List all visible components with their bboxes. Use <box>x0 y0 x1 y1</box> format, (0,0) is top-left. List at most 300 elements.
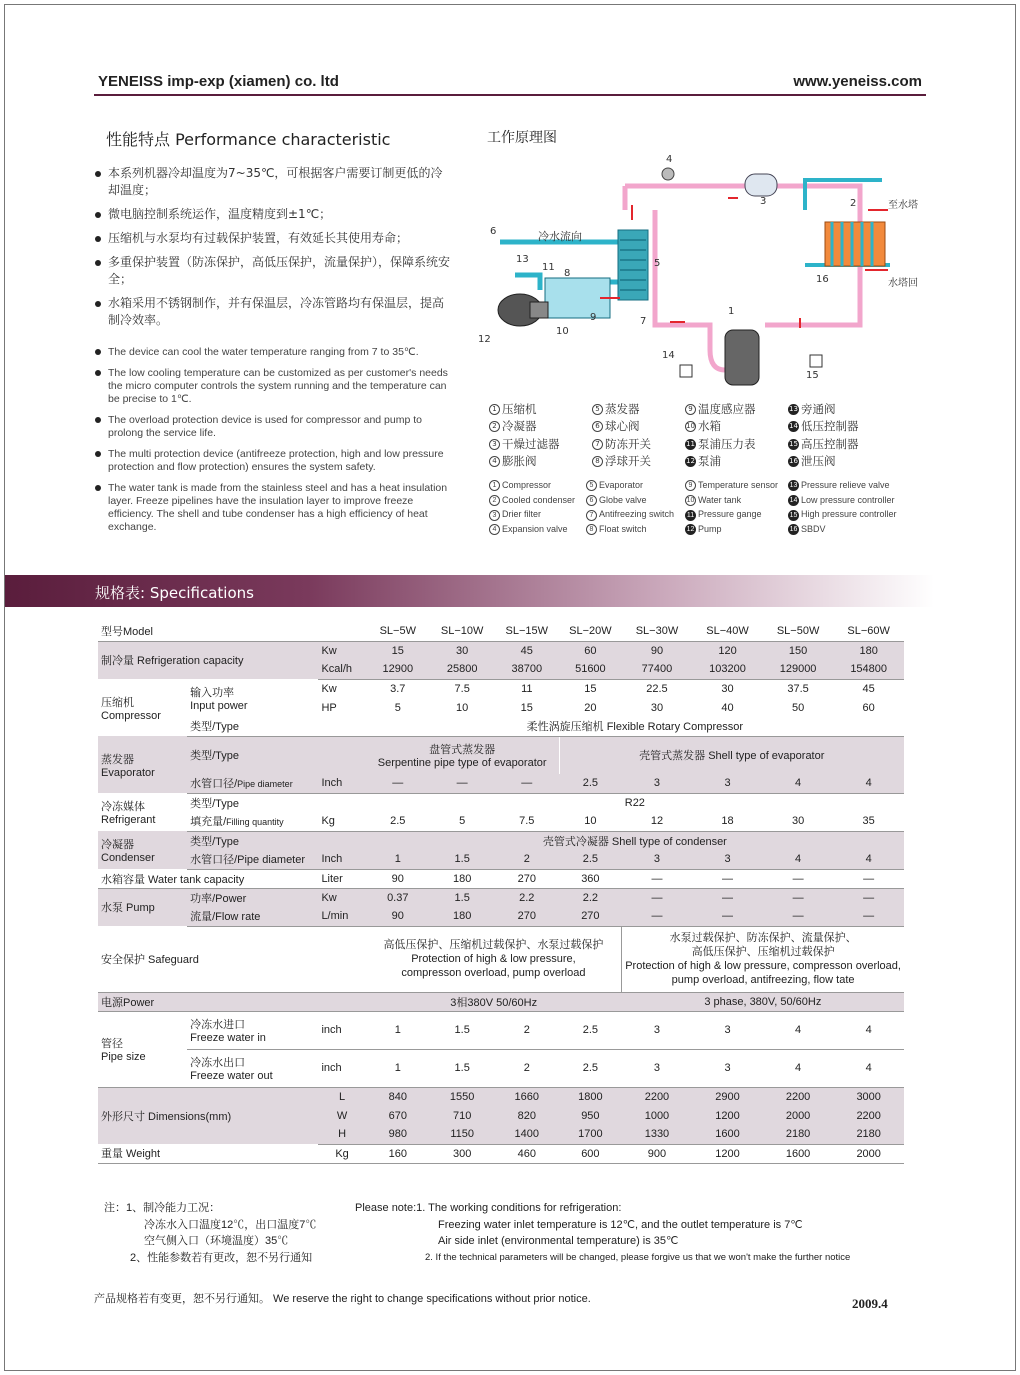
cell: 2.2 <box>559 888 622 907</box>
unit: Kw <box>321 682 337 695</box>
cell: 670 <box>366 1106 430 1125</box>
cell: 460 <box>494 1144 559 1163</box>
legend-item: 13 Pressure relieve valve <box>789 480 890 490</box>
feature-en: The low cooling temperature can be customized as per customer's needs the micro computer controls the system running and the temperature can be precise to 1℃. <box>94 367 454 406</box>
cell: — <box>692 907 763 926</box>
cell: 77400 <box>622 660 693 679</box>
unit: inch <box>318 1011 365 1049</box>
cell: 11 <box>521 682 533 695</box>
legend-item: 10 Water tank <box>686 494 742 505</box>
label-cold-water-flow: 冷水流向 <box>538 230 582 243</box>
cell: 30 <box>650 701 664 714</box>
specifications-band <box>5 575 1015 607</box>
cell: 15 <box>366 641 430 660</box>
unit: L/min <box>318 907 365 926</box>
drier-filter <box>745 174 777 196</box>
cell: 180 <box>430 907 495 926</box>
cell: 壳管式蒸发器 Shell type of evaporator <box>559 736 904 774</box>
label-to-tower: 至水塔 <box>888 200 918 211</box>
cell: 980 <box>366 1125 430 1144</box>
marker-13: 13 <box>516 254 529 265</box>
legend-item: 15 High pressure controller <box>789 509 897 520</box>
cell: 2900 <box>692 1087 763 1106</box>
cell: 120 <box>692 641 763 660</box>
cell: 1000 <box>622 1106 693 1125</box>
row-label: 重量 Weight <box>98 1144 318 1163</box>
cell: 35 <box>833 812 904 831</box>
specifications-title: 规格表: Specifications <box>95 584 254 602</box>
note-line: 注：1、制冷能力工况： <box>104 1202 221 1214</box>
legend-item: 13 旁通阀 <box>789 402 836 416</box>
cell: — <box>622 888 693 907</box>
cell: — <box>763 888 834 907</box>
cell: 900 <box>622 1144 693 1163</box>
cell: 270 <box>494 869 559 888</box>
legend-item: 6 Globe valve <box>586 493 674 508</box>
cell: 壳管式冷凝器 Shell type of condenser <box>366 831 904 850</box>
sub-label: 功率/Power <box>187 888 318 907</box>
legend-cn-col <box>489 401 560 470</box>
feature-list-en <box>94 346 454 542</box>
legend-item: 16 SBDV <box>789 524 826 535</box>
cell: 51600 <box>559 660 622 679</box>
row-label: 冷冻媒体 Refrigerant <box>101 801 156 826</box>
cell: 60 <box>862 701 875 714</box>
legend-item: 2 Cooled condenser <box>489 493 575 508</box>
legend-en-col <box>685 478 778 537</box>
legend-en-col <box>586 478 674 537</box>
cell: 37.5 <box>787 682 809 695</box>
cell: 4 <box>763 1049 834 1087</box>
cell: 15 <box>584 682 597 695</box>
feature-cn: 本系列机器冷却温度为7~35℃，可根据客户需要订制更低的冷却温度； <box>94 165 454 199</box>
cell: 2.5 <box>559 850 622 869</box>
cell: 3 <box>622 774 693 793</box>
cell: 3.7 <box>390 682 406 695</box>
cell: 4 <box>833 774 904 793</box>
compressor <box>725 330 759 385</box>
row-label: 安全保护 Safeguard <box>98 926 318 992</box>
table-row <box>98 850 904 869</box>
cell: 1600 <box>692 1125 763 1144</box>
notes-en <box>355 1200 850 1266</box>
cell: 4 <box>833 1011 904 1049</box>
feature-cn: 压缩机与水泵均有过载保护装置，有效延长其使用寿命； <box>94 230 454 247</box>
low-pressure-controller <box>680 365 692 377</box>
cell: R22 <box>624 796 645 809</box>
table-row <box>98 831 904 850</box>
row-label: 管径 Pipe size <box>98 1011 187 1087</box>
feature-list-cn <box>94 165 454 336</box>
marker-6: 6 <box>490 226 497 237</box>
cell: 38700 <box>494 660 559 679</box>
row-label: 水泵 Pump <box>98 888 187 926</box>
cell: 2200 <box>833 1106 904 1125</box>
row-label: 蒸发器 Evaporator <box>98 736 187 793</box>
cell: 300 <box>430 1144 495 1163</box>
model-name: SL−60W <box>833 622 904 641</box>
cell: 2200 <box>763 1087 834 1106</box>
legend-cn-col <box>685 401 756 470</box>
cell: 3 <box>622 1049 693 1087</box>
unit: Inch <box>318 774 365 793</box>
cell: 1660 <box>494 1087 559 1106</box>
cell: 2.5 <box>559 774 622 793</box>
sub-label: 水管口径/Pipe diameter <box>187 774 318 793</box>
model-name: SL−40W <box>692 622 763 641</box>
model-name: SL−50W <box>763 622 834 641</box>
cell: 高低压保护、压缩机过载保护、水泵过载保护 Protection of high & low pressure, compresson overload, pump overload <box>366 926 622 992</box>
table-row <box>98 793 904 812</box>
marker-4: 4 <box>666 154 673 165</box>
cell: 60 <box>559 641 622 660</box>
cell: — <box>430 774 495 793</box>
high-pressure-controller <box>810 355 822 367</box>
marker-1: 1 <box>728 306 735 317</box>
row-label: 电源Power <box>98 992 318 1011</box>
sub-label: 填充量/Filling quantity <box>187 812 318 831</box>
legend-item: 14 低压控制器 <box>789 419 859 434</box>
cell: 50 <box>791 701 805 714</box>
cell: 3 <box>622 1011 693 1049</box>
cell: 3 <box>692 774 763 793</box>
legend-item: 16 泄压阀 <box>789 453 836 468</box>
cell: 0.37 <box>366 888 430 907</box>
row-label: 冷凝器 Condenser <box>98 831 187 869</box>
cell: — <box>692 869 763 888</box>
marker-16: 16 <box>816 274 829 285</box>
sub-label: 类型/Type <box>187 717 318 736</box>
row-label: 外形尺寸 Dimensions(mm) <box>98 1087 318 1144</box>
legend-item: 3 Drier filter <box>489 507 575 522</box>
cell: 7.5 <box>454 682 470 695</box>
legend-item: 4 膨胀阀 <box>489 453 560 470</box>
unit: Inch <box>318 850 365 869</box>
marker-9: 9 <box>590 312 597 323</box>
cell: 2.5 <box>559 1049 622 1087</box>
marker-3: 3 <box>760 196 767 207</box>
note-line: Please note:1. The working conditions for refrigeration: <box>355 1202 622 1214</box>
marker-8: 8 <box>564 268 571 279</box>
cell: 45 <box>862 682 875 695</box>
unit: inch <box>318 1049 365 1087</box>
cell: — <box>763 869 834 888</box>
cell: 4 <box>763 774 834 793</box>
unit: Kg <box>318 1144 365 1163</box>
model-name: SL−20W <box>559 622 622 641</box>
feature-en: The overload protection device is used for compressor and pump to prolong the service life. <box>94 414 454 440</box>
cell: 3 <box>692 850 763 869</box>
cell: 3相380V 50/60Hz <box>366 992 622 1011</box>
cell: 840 <box>366 1087 430 1106</box>
cell: 盘管式蒸发器 Serpentine pipe type of evaporator <box>366 736 559 774</box>
marker-11: 11 <box>542 262 555 273</box>
cell: 2180 <box>763 1125 834 1144</box>
marker-10: 10 <box>556 326 569 337</box>
cell: 1 <box>366 1049 430 1087</box>
cell: 1550 <box>430 1087 495 1106</box>
row-label: 水箱容量 Water tank capacity <box>98 869 318 888</box>
legend-item: 7 防冻开关 <box>592 436 651 453</box>
table-row <box>98 907 904 926</box>
cell: 1330 <box>622 1125 693 1144</box>
refrigerant-pipe <box>655 210 710 350</box>
feature-cn: 多重保护装置（防冻保护，高低压保护，流量保护），保障系统安全； <box>94 254 454 288</box>
legend-item: 11 泵浦压力表 <box>686 436 756 451</box>
header-divider <box>94 94 926 96</box>
diagram-title: 工作原理图 <box>487 130 557 146</box>
cell: 950 <box>559 1106 622 1125</box>
expansion-valve <box>662 168 674 180</box>
marker-14: 14 <box>662 350 675 361</box>
cell: 90 <box>366 869 430 888</box>
legend-item: 1 压缩机 <box>489 401 560 418</box>
cell: — <box>622 869 693 888</box>
sub-label: 水管口径/Pipe diameter <box>187 850 318 869</box>
note-line: 2、性能参数若有更改，恕不另行通知 <box>130 1251 313 1264</box>
cell: 4 <box>833 1049 904 1087</box>
legend-item: 2 冷凝器 <box>489 418 560 435</box>
cell: 3000 <box>833 1087 904 1106</box>
legend-item: 8 Float switch <box>586 522 674 537</box>
feature-cn: 微电脑控制系统运作，温度精度到±1℃； <box>94 206 454 223</box>
table-row <box>98 869 904 888</box>
legend-en-col <box>788 478 897 537</box>
company-name: YENEISS imp-exp (xiamen) co. ltd <box>98 73 339 90</box>
model-name: SL−30W <box>622 622 693 641</box>
pump-motor <box>530 302 548 318</box>
legend-item: 8 浮球开关 <box>592 453 651 470</box>
condenser <box>825 222 885 266</box>
label-tower-return: 水塔回 <box>888 278 918 289</box>
cell: 820 <box>494 1106 559 1125</box>
cell: 3 <box>692 1049 763 1087</box>
cell: 12 <box>622 812 693 831</box>
legend-en-col <box>489 478 575 537</box>
unit: Kg <box>318 812 365 831</box>
cell: — <box>366 774 430 793</box>
cell: 2200 <box>622 1087 693 1106</box>
working-principle-diagram <box>470 150 930 400</box>
cell: 180 <box>430 869 495 888</box>
cell: — <box>494 774 559 793</box>
cell: 2 <box>494 1049 559 1087</box>
cell: 5 <box>394 701 401 714</box>
sub-label: 输入功率 Input power <box>190 687 248 712</box>
table-row <box>98 1087 904 1106</box>
cell: 2000 <box>833 1144 904 1163</box>
cell: 18 <box>692 812 763 831</box>
note-line: Freezing water inlet temperature is 12℃, and the outlet temperature is 7℃ <box>438 1218 803 1231</box>
website[interactable]: www.yeneiss.com <box>793 73 922 90</box>
cell: 3 <box>692 1011 763 1049</box>
marker-7: 7 <box>640 316 647 327</box>
table-row <box>98 1011 904 1049</box>
sub-label: 冷冻水进口 Freeze water in <box>187 1011 318 1049</box>
unit: Liter <box>318 869 365 888</box>
table-row <box>98 888 904 907</box>
unit: H <box>318 1125 365 1144</box>
table-row <box>98 774 904 793</box>
cell: 10 <box>559 812 622 831</box>
legend-item: 5 Evaporator <box>586 478 674 493</box>
water-pipe <box>515 275 540 290</box>
unit: Kcal/h <box>318 660 365 679</box>
feature-en: The water tank is made from the stainless steel and has a heat insulation layer. Freeze pipelines have the insulation layer to improve freeze efficiency. The shell and tube condenser has a high efficiency of heat exchange. <box>94 482 454 534</box>
cell: 2 <box>494 850 559 869</box>
table-row <box>98 736 904 774</box>
legend-item: 11 Pressure gange <box>686 509 762 520</box>
model-label: 型号Model <box>98 622 318 641</box>
legend-item: 5 蒸发器 <box>592 401 651 418</box>
table-row <box>98 622 904 641</box>
marker-2: 2 <box>850 198 857 209</box>
legend-item: 6 球心阀 <box>592 418 651 435</box>
cell: 2000 <box>763 1106 834 1125</box>
cell: 25800 <box>430 660 495 679</box>
cell: 129000 <box>763 660 834 679</box>
cell: 90 <box>622 641 693 660</box>
note-line: 2. If the technical parameters will be changed, please forgive us that we won't make the further notice <box>425 1251 851 1263</box>
cell: 710 <box>430 1106 495 1125</box>
cell: — <box>622 907 693 926</box>
feature-en: The device can cool the water temperature ranging from 7 to 35℃. <box>94 346 454 359</box>
legend-item: 9 温度感应器 <box>685 401 756 418</box>
cell: 2.2 <box>494 888 559 907</box>
cell: 1.5 <box>430 1011 495 1049</box>
sub-label: 类型/Type <box>187 736 318 774</box>
cell: 2180 <box>833 1125 904 1144</box>
cell: 45 <box>494 641 559 660</box>
note-line: 冷冻水入口温度12℃，出口温度7℃ <box>144 1218 317 1231</box>
legend-item: 10 水箱 <box>686 419 721 434</box>
cell: 4 <box>833 850 904 869</box>
cell: 15 <box>520 701 533 714</box>
cell: 5 <box>430 812 495 831</box>
cell: 270 <box>559 907 622 926</box>
legend-cn-col <box>592 401 651 470</box>
cell: 4 <box>763 1011 834 1049</box>
cell: 160 <box>366 1144 430 1163</box>
model-name: SL−10W <box>430 622 495 641</box>
feature-cn: 水箱采用不锈钢制作，并有保温层，冷冻管路均有保温层，提高制冷效率。 <box>94 295 454 329</box>
unit: W <box>318 1106 365 1125</box>
cell: 12900 <box>366 660 430 679</box>
cell: 2.5 <box>559 1011 622 1049</box>
unit: Kw <box>318 888 365 907</box>
cell: 154800 <box>833 660 904 679</box>
note-line: 空气侧入口（环境温度）35℃ <box>144 1235 289 1247</box>
cell: 20 <box>584 701 597 714</box>
table-row <box>98 679 904 698</box>
legend-cn-col <box>788 401 859 470</box>
row-label: 制冷量 Refrigeration capacity <box>98 641 318 679</box>
legend-item: 1 Compressor <box>489 478 575 493</box>
cell: — <box>833 907 904 926</box>
footer-year: 2009.4 <box>852 1296 888 1311</box>
cell: 1600 <box>763 1144 834 1163</box>
cell: 180 <box>833 641 904 660</box>
cell: 1 <box>366 850 430 869</box>
sub-label: 类型/Type <box>190 797 239 810</box>
table-row <box>98 812 904 831</box>
cell: 3 phase, 380V, 50/60Hz <box>622 992 904 1011</box>
cell: 1200 <box>692 1144 763 1163</box>
model-name: SL−15W <box>494 622 559 641</box>
notes-cn <box>104 1200 316 1266</box>
legend-item: 15 高压控制器 <box>789 436 859 451</box>
cell: — <box>692 888 763 907</box>
table-row <box>98 1049 904 1087</box>
cell: 2.5 <box>366 812 430 831</box>
cell: 3 <box>622 850 693 869</box>
cell: 30 <box>430 641 495 660</box>
cell: 40 <box>721 701 734 714</box>
cell: 360 <box>559 869 622 888</box>
cell: 1700 <box>559 1125 622 1144</box>
unit: Kw <box>318 641 365 660</box>
cell: 30 <box>763 812 834 831</box>
footer-notice: 产品规格若有变更，恕不另行通知。 We reserve the right to change specifications without prior notice. <box>94 1293 591 1305</box>
cell: 7.5 <box>494 812 559 831</box>
legend-item: 9 Temperature sensor <box>685 478 778 493</box>
cell: 10 <box>456 701 469 714</box>
sub-label: 类型/Type <box>187 831 318 850</box>
cell: 103200 <box>692 660 763 679</box>
feature-en: The multi protection device (antifreeze protection, high and low pressure protection and flow protection) ensures the system safety. <box>94 448 454 474</box>
cell: 4 <box>763 850 834 869</box>
unit: L <box>318 1087 365 1106</box>
cell: 2 <box>494 1011 559 1049</box>
table-row <box>98 717 904 736</box>
table-row <box>98 992 904 1011</box>
marker-12: 12 <box>478 334 491 345</box>
cell: 1.5 <box>430 888 495 907</box>
legend-item: 12 Pump <box>686 524 722 535</box>
specifications-table <box>98 622 904 1164</box>
cell: 30 <box>721 682 734 695</box>
cell: — <box>833 888 904 907</box>
marker-15: 15 <box>806 370 819 381</box>
cell: 1150 <box>430 1125 495 1144</box>
cell: 柔性涡旋压缩机 Flexible Rotary Compressor <box>366 717 904 736</box>
cell: 1400 <box>494 1125 559 1144</box>
cell: 1.5 <box>430 850 495 869</box>
table-row <box>98 641 904 660</box>
cell: 90 <box>366 907 430 926</box>
legend-item: 7 Antifreezing switch <box>586 507 674 522</box>
cell: 22.5 <box>646 682 668 695</box>
cell: 1 <box>366 1011 430 1049</box>
row-label: 压缩机 Compressor <box>101 696 161 722</box>
performance-title: 性能特点 Performance characteristic <box>106 130 391 149</box>
table-row <box>98 1144 904 1163</box>
legend-item: 3 干燥过滤器 <box>489 436 560 453</box>
cell: 270 <box>494 907 559 926</box>
table-row <box>98 926 904 992</box>
cell: — <box>833 869 904 888</box>
cell: 1200 <box>692 1106 763 1125</box>
cell: 150 <box>763 641 834 660</box>
model-name: SL−5W <box>366 622 430 641</box>
legend-item: 4 Expansion valve <box>489 522 575 537</box>
cell: — <box>763 907 834 926</box>
cell: 水泵过载保护、防冻保护、流量保护、 高低压保护、压缩机过载保护 Protection of high & low pressure, compresson overload, pump overload, antifreezing, flow tate <box>622 926 904 992</box>
marker-5: 5 <box>654 258 661 269</box>
sub-label: 冷冻水出口 Freeze water out <box>187 1049 318 1087</box>
cell: 1800 <box>559 1087 622 1106</box>
sub-label: 流量/Flow rate <box>187 907 318 926</box>
